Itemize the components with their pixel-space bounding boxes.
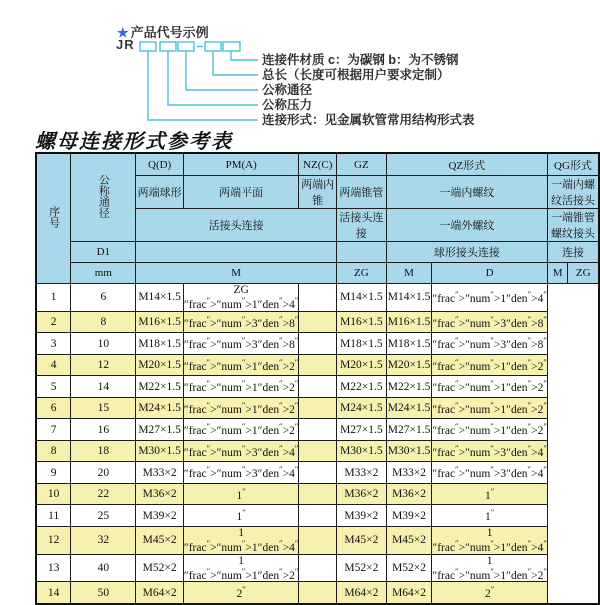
header-empty-2 — [336, 242, 386, 263]
table-cell: M24×1.5 — [136, 397, 184, 419]
table-cell: 1″ — [183, 505, 299, 527]
table-cell: M22×1.5 — [386, 376, 432, 398]
code-box-1 — [140, 42, 156, 51]
header-d1: D1 — [71, 242, 136, 263]
table-cell: 1 ″frac″>″num″>1″den″>4″ — [432, 526, 547, 554]
table-cell: 2 — [36, 311, 71, 333]
table-cell: 10 — [71, 333, 136, 355]
table-cell: M24×1.5 — [386, 397, 432, 419]
header-qg-zg: ZG — [568, 263, 599, 284]
header-mm: mm — [71, 263, 136, 284]
table-cell: M33×2 — [136, 462, 184, 484]
table-cell: ″frac″>″num″>1″den″>2″ — [183, 419, 299, 441]
table-header — [36, 153, 599, 284]
table-cell: M45×2 — [136, 526, 184, 554]
star-icon: ★ — [117, 25, 129, 40]
table-cell — [299, 554, 337, 582]
header-nz: NZ(C) — [299, 153, 337, 176]
table-cell: M39×2 — [136, 505, 184, 527]
table-cell: M18×1.5 — [136, 333, 184, 355]
table-cell: M27×1.5 — [386, 419, 432, 441]
table-cell: 8 — [36, 440, 71, 462]
header-qz-desc1: 一端内螺纹 — [386, 176, 547, 209]
table-row — [36, 397, 599, 419]
header-zg: ZG — [336, 263, 386, 284]
table-cell: 18 — [71, 440, 136, 462]
table-cell: 10 — [36, 483, 71, 505]
header-gz-conn: 活接头连接 — [336, 209, 386, 242]
table-body — [36, 284, 599, 604]
table-cell: 11 — [36, 505, 71, 527]
table-cell: 8 — [71, 311, 136, 333]
header-q-desc: 两端球形 — [136, 176, 184, 209]
table-cell: 7 — [36, 419, 71, 441]
table-cell: ″frac″>″num″>3″den″>4″ — [432, 462, 548, 484]
table-cell: 13 — [36, 554, 71, 582]
table-cell: 32 — [71, 526, 136, 554]
table-cell: M45×2 — [386, 526, 432, 554]
table-cell: M33×2 — [336, 462, 386, 484]
label-nominal-pressure: 公称压力 — [262, 98, 313, 112]
table-cell — [299, 311, 337, 333]
table-cell: M36×2 — [136, 483, 184, 505]
table-cell: 14 — [71, 376, 136, 398]
table-cell: 6 — [71, 284, 136, 312]
table-cell: ″frac″>″num″>1″den″>2″ — [432, 397, 548, 419]
label-nominal-diameter: 公称通径 — [262, 83, 313, 97]
table-row — [36, 505, 599, 527]
table-cell: M20×1.5 — [386, 354, 432, 376]
table-cell: M52×2 — [136, 554, 184, 582]
table-cell: 22 — [71, 483, 136, 505]
table-cell: M30×1.5 — [386, 440, 432, 462]
table-cell: M27×1.5 — [336, 419, 386, 441]
header-gz-desc: 两端锥管 — [336, 176, 386, 209]
table-cell: M18×1.5 — [336, 333, 386, 355]
table-cell: 20 — [71, 462, 136, 484]
header-qz: QZ形式 — [386, 153, 547, 176]
header-seq: 序号 — [36, 153, 71, 284]
table-cell: 9 — [36, 462, 71, 484]
table-cell: 1″ — [432, 505, 548, 527]
table-cell: M16×1.5 — [136, 311, 184, 333]
table-cell: M24×1.5 — [336, 397, 386, 419]
code-box-5 — [223, 42, 240, 51]
table-cell: M64×2 — [386, 582, 432, 604]
table-row — [36, 582, 599, 604]
header-qz-desc2: 一端外螺纹 — [386, 209, 547, 242]
table-cell: 15 — [71, 397, 136, 419]
header-dn: 公称通径 — [71, 153, 136, 242]
table-row — [36, 526, 599, 554]
label-total-length: 总长（长度可根据用户要求定制） — [262, 68, 450, 82]
header-union-conn: 活接头连接 — [136, 209, 337, 242]
table-cell — [299, 376, 337, 398]
table-cell: 3 — [36, 333, 71, 355]
table-cell: ″frac″>″num″>1″den″>2″ — [183, 397, 299, 419]
table-cell: M52×2 — [386, 554, 432, 582]
code-box-4 — [205, 42, 221, 51]
header-pm: PM(A) — [183, 153, 299, 176]
label-material: 连接件材质 c：为碳钢 b：为不锈钢 — [262, 53, 459, 67]
table-cell: 5 — [36, 376, 71, 398]
table-cell: ″frac″>″num″>1″den″>2″ — [432, 376, 548, 398]
table-cell: M30×1.5 — [336, 440, 386, 462]
header-qg-desc2: 一端锥管螺纹接头 — [547, 209, 599, 242]
table-cell: M16×1.5 — [336, 311, 386, 333]
table-cell: 16 — [71, 419, 136, 441]
header-qg-conn: 连接 — [547, 242, 599, 263]
table-cell: 1 — [36, 284, 71, 312]
table-row — [36, 376, 599, 398]
table-cell: 1 ″frac″>″num″>1″den″>2″ — [432, 554, 547, 582]
table-cell — [299, 440, 337, 462]
table-cell: ″frac″>″num″>1″den″>2″ — [432, 419, 548, 441]
table-cell: M14×1.5 — [386, 284, 432, 312]
header-nz-desc: 两端内锥 — [299, 176, 337, 209]
table-cell: 2″ — [183, 582, 299, 604]
table-cell: M22×1.5 — [136, 376, 184, 398]
table-cell: 25 — [71, 505, 136, 527]
table-cell: ″frac″>″num″>3″den″>8″ — [432, 333, 548, 355]
table-cell: ZG ″frac″>″num″>1″den″>4″ — [183, 284, 299, 311]
table-cell: 4 — [36, 354, 71, 376]
table-cell: M16×1.5 — [386, 311, 432, 333]
code-box-2 — [160, 42, 176, 51]
header-pm-desc: 两端平面 — [183, 176, 299, 209]
table-cell — [299, 526, 337, 554]
table-cell: 40 — [71, 554, 136, 582]
table-cell: 12 — [36, 526, 71, 554]
table-cell: 1″ — [183, 483, 299, 505]
table-cell: ″frac″>″num″>3″den″>4″ — [183, 462, 299, 484]
nut-connection-table — [35, 152, 600, 605]
table-title: 螺母连接形式参考表 — [35, 131, 233, 153]
table-cell: 50 — [71, 582, 136, 604]
table-cell: ″frac″>″num″>1″den″>2″ — [432, 354, 548, 376]
table-cell: M39×2 — [386, 505, 432, 527]
table-cell: 1 ″frac″>″num″>1″den″>4″ — [183, 526, 299, 554]
table-cell — [299, 397, 337, 419]
code-box-3 — [178, 42, 194, 51]
table-cell: M18×1.5 — [386, 333, 432, 355]
table-cell: ″frac″>″num″>3″den″>8″ — [183, 333, 299, 355]
table-row — [36, 354, 599, 376]
table-cell: M22×1.5 — [336, 376, 386, 398]
table-cell: ″frac″>″num″>1″den″>2″ — [183, 354, 299, 376]
table-cell: M33×2 — [386, 462, 432, 484]
table-cell: ″frac″>″num″>1″den″>2″ — [183, 376, 299, 398]
table-cell: M45×2 — [336, 526, 386, 554]
header-qg-m: M — [547, 263, 568, 284]
diagram-heading-text: 产品代号示例 — [130, 25, 209, 40]
table-row — [36, 333, 599, 355]
table-cell — [299, 462, 337, 484]
table-row — [36, 311, 599, 333]
code-prefix: JR — [116, 37, 135, 52]
table-cell: ″frac″>″num″>3″den″>4″ — [183, 440, 299, 462]
table-cell: 2″ — [432, 582, 548, 604]
table-cell: M27×1.5 — [136, 419, 184, 441]
table-cell: M36×2 — [336, 483, 386, 505]
table-cell: M39×2 — [336, 505, 386, 527]
label-connection-form: 连接形式：见金属软管常用结构形式表 — [262, 113, 475, 127]
table-cell: M20×1.5 — [336, 354, 386, 376]
table-cell — [299, 505, 337, 527]
table-cell: ″frac″>″num″>3″den″>8″ — [432, 311, 548, 333]
header-qz-d: D — [432, 263, 548, 284]
table-cell — [299, 354, 337, 376]
table-row — [36, 483, 599, 505]
table-cell — [299, 284, 337, 312]
table-cell: ″frac″>″num″>3″den″>4″ — [432, 440, 548, 462]
table-cell: 12 — [71, 354, 136, 376]
table-cell — [299, 582, 337, 604]
table-cell: 14 — [36, 582, 71, 604]
header-gz: GZ — [336, 153, 386, 176]
table-cell: M64×2 — [136, 582, 184, 604]
header-qz-m: M — [386, 263, 432, 284]
table-cell — [299, 483, 337, 505]
table-cell: 1 ″frac″>″num″>1″den″>2″ — [183, 554, 299, 582]
table-row — [36, 284, 599, 312]
table-cell: M30×1.5 — [136, 440, 184, 462]
table-row — [36, 440, 599, 462]
table-cell: 6 — [36, 397, 71, 419]
header-m: M — [136, 263, 337, 284]
table-row — [36, 462, 599, 484]
table-cell: M36×2 — [386, 483, 432, 505]
header-qz-conn: 球形接头连接 — [386, 242, 547, 263]
header-qg: QG形式 — [547, 153, 599, 176]
header-q: Q(D) — [136, 153, 184, 176]
table-cell: M14×1.5 — [136, 284, 184, 312]
table-cell: M20×1.5 — [136, 354, 184, 376]
table-cell: M14×1.5 — [336, 284, 386, 312]
table-cell: M64×2 — [336, 582, 386, 604]
header-empty-1 — [136, 242, 337, 263]
table-cell: ″frac″>″num″>3″den″>8″ — [183, 311, 299, 333]
table-cell: M52×2 — [336, 554, 386, 582]
table-row — [36, 419, 599, 441]
table-cell: 1″ — [432, 483, 548, 505]
table-row — [36, 554, 599, 582]
table-cell — [299, 333, 337, 355]
table-cell: ″frac″>″num″>1″den″>4″ — [432, 284, 548, 312]
table-cell — [299, 419, 337, 441]
header-qg-desc1: 一端内螺纹活接头 — [547, 176, 599, 209]
